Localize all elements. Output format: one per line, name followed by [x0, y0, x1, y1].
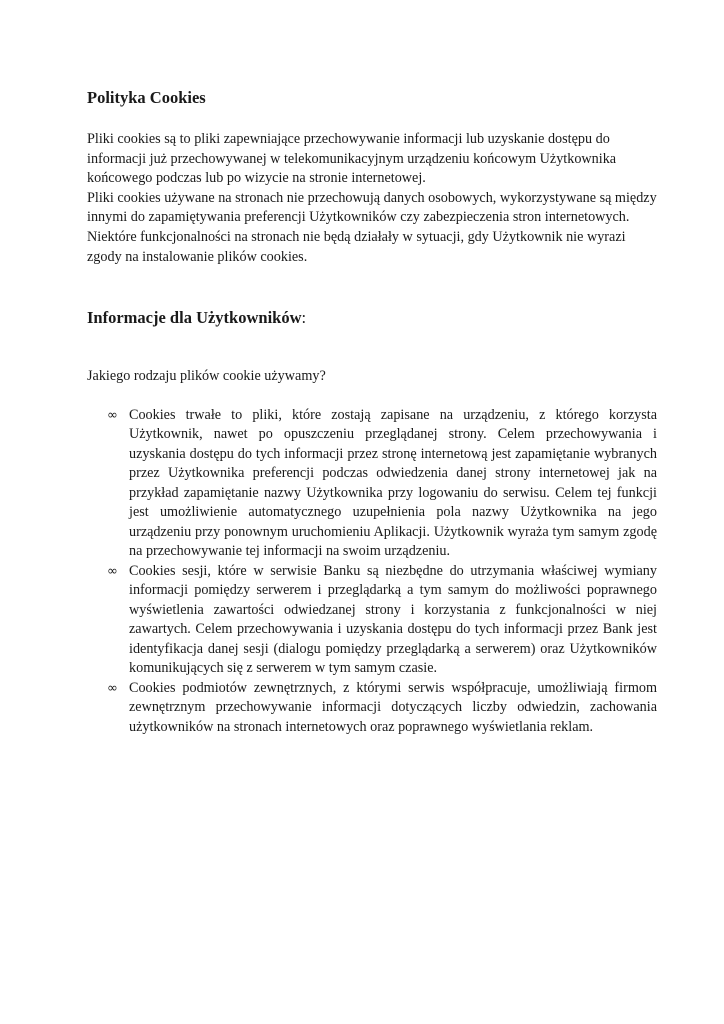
question-text: Jakiego rodzaju plików cookie używamy?: [87, 368, 326, 385]
infinity-bullet-icon: ∞: [107, 407, 118, 423]
list-item-text: Cookies podmiotów zewnętrznych, z którymi serwis współpracuje, umożliwiają firmom zewnętrznym przechowywanie informacji dotyczących liczby odwiedzin, zachowania użytkowników na stronach internetowych oraz poprawnego wyświetlania reklam.: [129, 679, 657, 735]
infinity-bullet-icon: ∞: [107, 680, 118, 696]
section-heading: [87, 306, 657, 330]
page-title: Polityka Cookies: [87, 88, 206, 107]
list-item-text: Cookies sesji, które w serwisie Banku są niezbędne do utrzymania właściwej wymiany informacji pomiędzy serwerem i przeglądarką a tym samym do możliwości poprawnego wyświetlenia zawartości odwiedzanej strony i korzystania z funkcjonalności w niej zawartych. Celem przechowywania i uzyskania dostępu do tych informacji przez Bank jest identyfikacja danej sesji (dialogu pomiędzy przeglądarką a serwerem) oraz Użytkowników komunikujących się z serwerem w tym samym czasie.: [129, 562, 657, 677]
intro-paragraph-2: Pliki cookies używane na stronach nie przechowują danych osobowych, wykorzystywane są między innymi do zapamiętywania preferencji Użytkowników czy zabezpieczenia stron internetowych. Niektóre funkcjonalności na stronach nie będą działały w sytuacji, gdy Użytkownik nie wyrazi zgody na instalowanie plików cookies.: [87, 189, 657, 265]
section-heading-colon: :: [301, 308, 307, 328]
list-item: [87, 406, 657, 562]
intro-paragraph-1: Pliki cookies są to pliki zapewniające przechowywanie informacji lub uzyskanie dostępu do informacji już przechowywanej w telekomunikacyjnym urządzeniu końcowym Użytkownika końcowego podczas lub po wizycie na stronie internetowej.: [87, 131, 617, 187]
infinity-bullet-icon: ∞: [107, 563, 118, 579]
list-item-text: Cookies trwałe to pliki, które zostają zapisane na urządzeniu, z którego korzysta Użytkownik, nawet po opuszczeniu przeglądanej strony. Celem przechowywania i uzyskania dostępu do tych informacji przez stronę internetową jest zapamiętanie wybranych przez Użytkownika preferencji podczas odwiedzenia danej strony internetowej jak na przykład zapamiętanie nazwy Użytkownika przy logowaniu do serwisu. Celem tej funkcji jest umożliwienie automatycznego uzupełnienia pola nazwy Użytkownika na jego urządzeniu przy ponownym uruchomieniu Aplikacji. Użytkownik wyraża tym samym zgodę na przechowywanie tej informacji na swoim urządzeniu.: [129, 406, 657, 560]
list-item: [87, 679, 657, 738]
document-page: [87, 86, 657, 737]
list-item: [87, 562, 657, 679]
section-heading-text: Informacje dla Użytkowników: [87, 308, 302, 328]
cookie-types-list: [87, 406, 657, 738]
